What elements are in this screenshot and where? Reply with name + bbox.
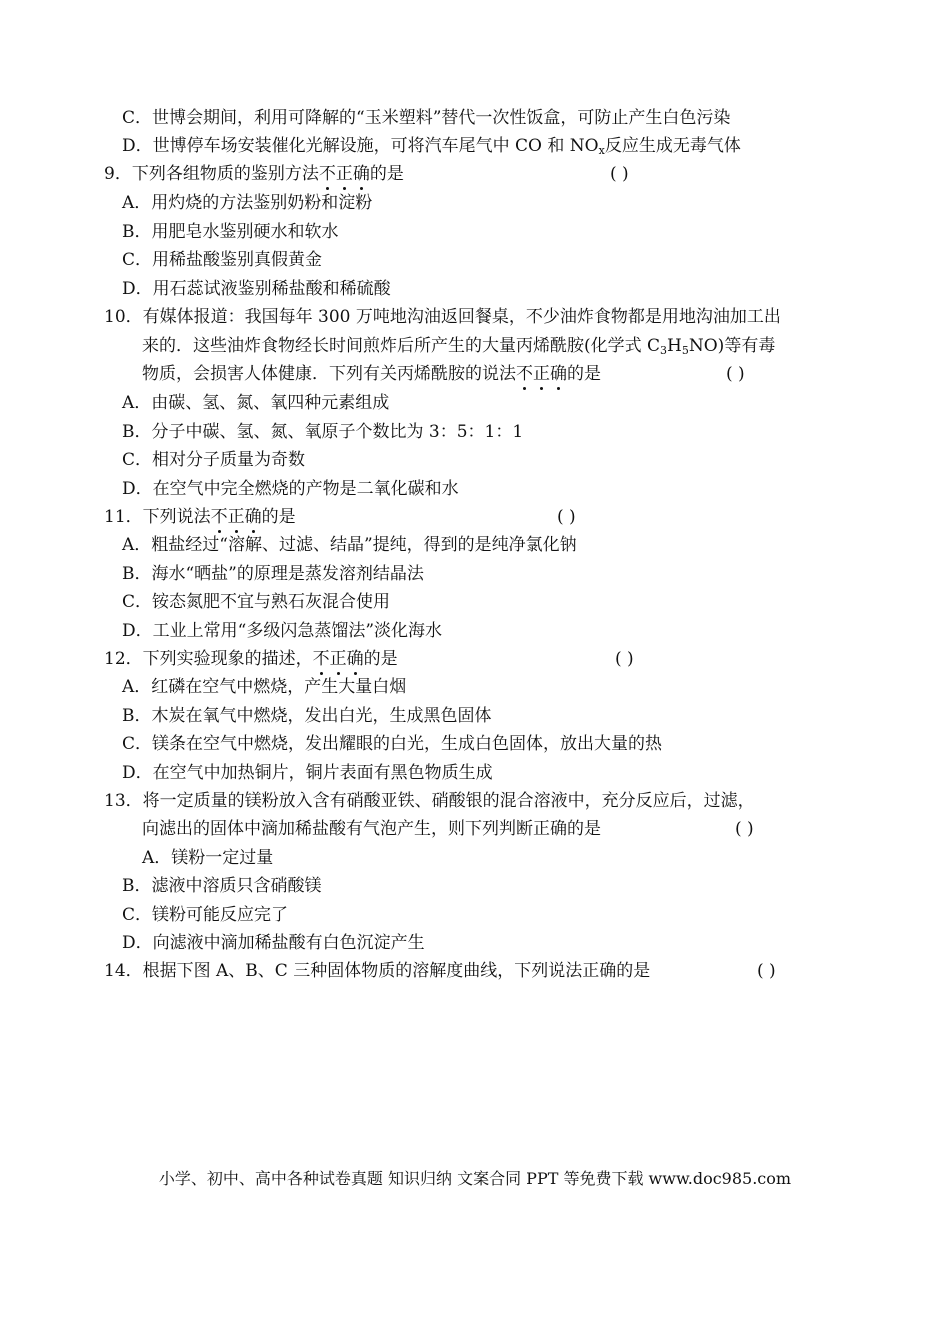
emphasis-char: 正 [533, 364, 550, 384]
q9-option-a: A．用灼烧的方法鉴别奶粉和淀粉 [122, 193, 373, 213]
q12-stem [104, 647, 398, 671]
q13-stem-line2: 向滤出的固体中滴加稀盐酸有气泡产生，则下列判断正确的是 [142, 819, 601, 839]
q10-line3-end: 的是 [567, 364, 601, 384]
q10-answer-paren: ( ) [726, 364, 745, 384]
q11-stem-end: 的是 [261, 507, 296, 527]
nox-subscript: x [598, 144, 605, 157]
q9-answer-paren: ( ) [610, 164, 629, 184]
q11-stem [104, 505, 296, 529]
emphasis-char: 确 [352, 164, 370, 184]
q9-emphasis [319, 164, 370, 184]
q12-option-c: C．镁条在空气中燃烧，发出耀眼的白光，生成白色固体，放出大量的热 [122, 734, 663, 754]
q14-answer-paren: ( ) [757, 961, 776, 981]
q9-stem-text: 9．下列各组物质的鉴别方法 [104, 164, 319, 184]
q10-line2-end: NO)等有毒 [688, 336, 776, 356]
q11-stem-text: 11．下列说法 [104, 507, 211, 527]
emphasis-char: 不 [210, 507, 228, 527]
q12-option-b: B．木炭在氧气中燃烧，发出白光，生成黑色固体 [122, 706, 492, 726]
emphasis-char: 正 [335, 164, 353, 184]
emphasis-char: 确 [550, 364, 567, 384]
formula-h: H [667, 336, 682, 356]
emphasis-char: 确 [346, 649, 364, 669]
q10-option-c: C．相对分子质量为奇数 [122, 450, 306, 470]
q10-option-d: D．在空气中完全燃烧的产物是二氧化碳和水 [122, 479, 459, 499]
q10-stem-line3 [142, 362, 601, 386]
q10-line2-text: 来的．这些油炸食物经长时间煎炸后所产生的大量丙烯酰胺(化学式 C [142, 336, 661, 356]
q13-option-d: D．向滤液中滴加稀盐酸有白色沉淀产生 [122, 933, 425, 953]
q13-option-c: C．镁粉可能反应完了 [122, 905, 289, 925]
q9-option-d: D．用石蕊试液鉴别稀盐酸和稀硫酸 [122, 279, 391, 299]
q13-option-a: A．镁粉一定过量 [142, 848, 274, 868]
q9-stem-end: 的是 [369, 164, 404, 184]
q12-stem-end: 的是 [363, 649, 398, 669]
q8-option-c: C．世博会期间，利用可降解的“玉米塑料”替代一次性饭盒，可防止产生白色污染 [122, 108, 731, 128]
q13-stem-line1: 13．将一定质量的镁粉放入含有硝酸亚铁、硝酸银的混合溶液中，充分反应后，过滤， [104, 791, 755, 811]
q9-option-b: B．用肥皂水鉴别硬水和软水 [122, 222, 339, 242]
q12-stem-text: 12．下列实验现象的描述， [104, 649, 313, 669]
q10-option-a: A．由碳、氢、氮、氧四种元素组成 [122, 393, 390, 413]
q12-option-a: A．红磷在空气中燃烧，产生大量白烟 [122, 677, 407, 697]
emphasis-char: 不 [516, 364, 533, 384]
page-footer: 小学、初中、高中各种试卷真题 知识归纳 文案合同 PPT 等免费下载 www.doc985.com [158, 1169, 792, 1188]
q12-emphasis [313, 649, 364, 669]
q14-stem: 14．根据下图 A、B、C 三种固体物质的溶解度曲线，下列说法正确的是 [104, 961, 651, 981]
q11-option-c: C．铵态氮肥不宜与熟石灰混合使用 [122, 592, 391, 612]
q13-option-b: B．滤液中溶质只含硝酸镁 [122, 876, 322, 896]
q11-emphasis [211, 507, 262, 527]
q12-option-d: D．在空气中加热铜片，铜片表面有黑色物质生成 [122, 763, 493, 783]
emphasis-char: 不 [318, 164, 336, 184]
q8-option-d-text-end: 反应生成无毒气体 [604, 136, 741, 156]
q11-option-d: D．工业上常用“多级闪急蒸馏法”淡化海水 [122, 621, 443, 641]
emphasis-char: 不 [312, 649, 330, 669]
q10-option-b: B．分子中碳、氢、氮、氧原子个数比为 3：5：1：1 [122, 422, 524, 442]
formula-subscript-5: 5 [681, 344, 689, 357]
q10-emphasis [516, 364, 567, 384]
q12-answer-paren: ( ) [615, 649, 634, 669]
q10-stem-line2 [142, 334, 775, 358]
q9-option-c: C．用稀盐酸鉴别真假黄金 [122, 250, 323, 270]
q13-answer-paren: ( ) [735, 819, 754, 839]
formula-subscript-3: 3 [660, 344, 668, 357]
q10-line3-text: 物质，会损害人体健康．下列有关丙烯酰胺的说法 [142, 364, 516, 384]
q8-option-d-text: D．世博停车场安装催化光解设施，可将汽车尾气中 CO 和 NO [122, 136, 599, 156]
q11-option-b: B．海水“晒盐”的原理是蒸发溶剂结晶法 [122, 564, 424, 584]
emphasis-char: 正 [329, 649, 347, 669]
emphasis-char: 确 [244, 507, 262, 527]
emphasis-char: 正 [227, 507, 245, 527]
q11-answer-paren: ( ) [557, 507, 576, 527]
q11-option-a: A．粗盐经过“溶解、过滤、结晶”提纯，得到的是纯净氯化钠 [122, 535, 577, 555]
q8-option-d [122, 134, 741, 158]
q10-stem-line1: 10．有媒体报道：我国每年 300 万吨地沟油返回餐桌，不少油炸食物都是用地沟油加工出 [104, 307, 781, 327]
q9-stem [104, 162, 404, 186]
